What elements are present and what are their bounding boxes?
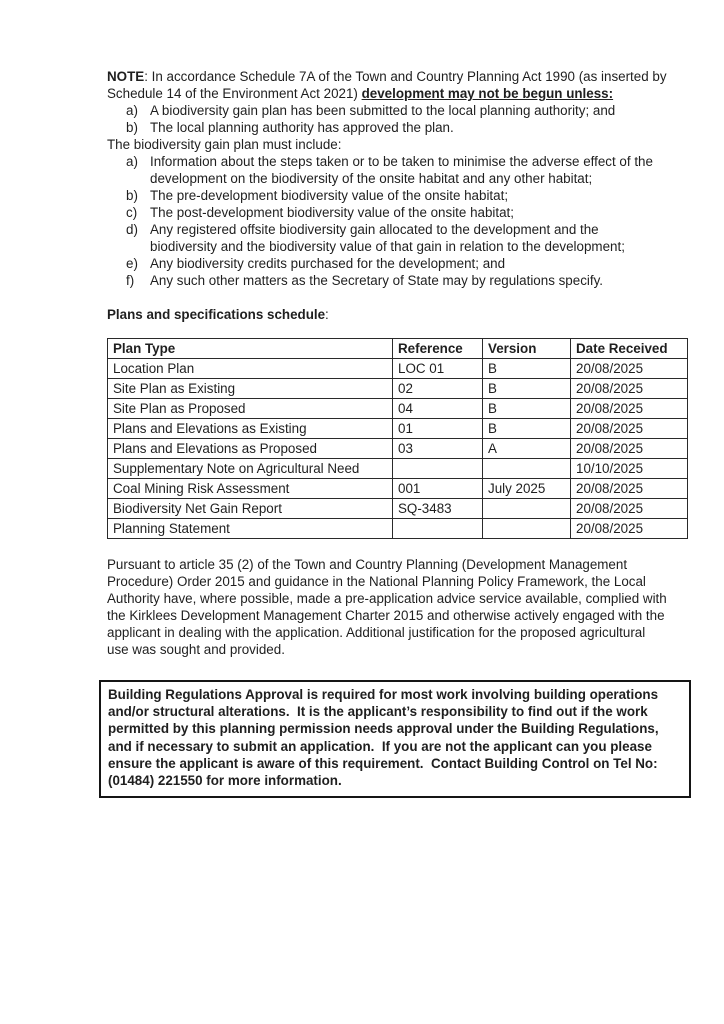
list-marker: b) xyxy=(126,120,138,135)
list-item-text: The post-development biodiversity value of the onsite habitat; xyxy=(150,205,514,220)
note-label: NOTE xyxy=(107,69,145,84)
cell-plan-type: Supplementary Note on Agricultural Need xyxy=(108,459,393,479)
include-intro: The biodiversity gain plan must include: xyxy=(107,137,342,152)
cell-version xyxy=(483,459,571,479)
cell-date-received: 20/08/2025 xyxy=(571,359,688,379)
cell-plan-type: Plans and Elevations as Proposed xyxy=(108,439,393,459)
cell-version xyxy=(483,499,571,519)
cell-date-received: 20/08/2025 xyxy=(571,519,688,539)
list-marker: e) xyxy=(126,256,138,271)
list-item-text: Any registered offsite biodiversity gain allocated to the development and the biodiversity and the biodiversity value of that gain in relation to the development; xyxy=(150,222,625,254)
cell-version xyxy=(483,519,571,539)
cell-date-received: 20/08/2025 xyxy=(571,379,688,399)
cell-plan-type: Coal Mining Risk Assessment xyxy=(108,479,393,499)
list-item-text: A biodiversity gain plan has been submitted to the local planning authority; and xyxy=(150,103,616,118)
building-regulations-notice: Building Regulations Approval is required for most work involving building operations and/or structural alterations. It is the applicant’s responsibility to find out if the work permitted by this planning permission needs approval under the Building Regulations, and if necessary to submit an application. If you are not the applicant can you please ensure the applicant is aware of this requirement. Contact Building Control on Tel No: (01484) 221550 for more information. xyxy=(99,680,691,798)
table-header-row xyxy=(108,339,688,359)
list-item-text: The local planning authority has approved the plan. xyxy=(150,120,454,135)
table-row xyxy=(108,479,688,499)
include-list xyxy=(107,153,667,289)
table-row xyxy=(108,399,688,419)
cell-date-received: 10/10/2025 xyxy=(571,459,688,479)
list-item xyxy=(107,153,667,187)
cell-version: B xyxy=(483,399,571,419)
cell-reference: 02 xyxy=(393,379,483,399)
column-header-version: Version xyxy=(483,339,571,359)
note-emphasis: development may not be begun unless: xyxy=(361,86,614,101)
cell-reference: 001 xyxy=(393,479,483,499)
list-item xyxy=(107,119,667,136)
list-item-text: The pre-development biodiversity value of the onsite habitat; xyxy=(150,188,509,203)
column-header-reference: Reference xyxy=(393,339,483,359)
cell-reference xyxy=(393,459,483,479)
column-header-plan-type: Plan Type xyxy=(108,339,393,359)
list-marker: d) xyxy=(126,222,138,237)
cell-date-received: 20/08/2025 xyxy=(571,479,688,499)
table-row xyxy=(108,499,688,519)
schedule-heading-title: Plans and specifications schedule xyxy=(107,307,326,322)
list-item xyxy=(107,187,667,204)
cell-date-received: 20/08/2025 xyxy=(571,419,688,439)
list-marker: f) xyxy=(126,273,135,288)
cell-version: B xyxy=(483,359,571,379)
list-item-text: Any biodiversity credits purchased for the development; and xyxy=(150,256,506,271)
cell-plan-type: Site Plan as Proposed xyxy=(108,399,393,419)
table-row xyxy=(108,519,688,539)
table-row xyxy=(108,359,688,379)
table-row xyxy=(108,419,688,439)
table-row xyxy=(108,439,688,459)
cell-date-received: 20/08/2025 xyxy=(571,499,688,519)
cell-plan-type: Location Plan xyxy=(108,359,393,379)
list-item xyxy=(107,102,667,119)
list-item xyxy=(107,272,667,289)
cell-reference: 03 xyxy=(393,439,483,459)
cell-plan-type: Plans and Elevations as Existing xyxy=(108,419,393,439)
list-item xyxy=(107,204,667,221)
table-row xyxy=(108,379,688,399)
cell-reference: SQ-3483 xyxy=(393,499,483,519)
list-marker: c) xyxy=(126,205,138,220)
list-item xyxy=(107,255,667,272)
column-header-date-received: Date Received xyxy=(571,339,688,359)
note-paragraph xyxy=(107,68,667,102)
cell-version: July 2025 xyxy=(483,479,571,499)
schedule-heading-colon: : xyxy=(325,307,329,322)
cell-plan-type: Site Plan as Existing xyxy=(108,379,393,399)
list-item-text: Information about the steps taken or to be taken to minimise the adverse effect of the development on the biodiversity of the onsite habitat and any other habitat; xyxy=(150,154,653,186)
list-marker: a) xyxy=(126,154,138,169)
cell-reference: LOC 01 xyxy=(393,359,483,379)
pursuant-paragraph: Pursuant to article 35 (2) of the Town and Country Planning (Development Management Procedure) Order 2015 and guidance in the National Planning Policy Framework, the Local Authority have, where possible, made a pre-application advice service available, complied with the Kirklees Development Management Charter 2015 and otherwise actively engaged with the applicant in dealing with the application. Additional justification for the proposed agricultural use was sought and provided. xyxy=(107,557,667,657)
cell-plan-type: Planning Statement xyxy=(108,519,393,539)
cell-reference xyxy=(393,519,483,539)
list-marker: b) xyxy=(126,188,138,203)
list-item xyxy=(107,221,667,255)
cell-date-received: 20/08/2025 xyxy=(571,399,688,419)
cell-reference: 01 xyxy=(393,419,483,439)
conditions-list xyxy=(107,102,667,136)
cell-plan-type: Biodiversity Net Gain Report xyxy=(108,499,393,519)
note-body: : In accordance Schedule 7A of the Town and Country Planning Act 1990 (as inserted by Schedule 14 of the Environment Act 2021) xyxy=(107,69,667,101)
cell-version: A xyxy=(483,439,571,459)
list-marker: a) xyxy=(126,103,138,118)
table-row xyxy=(108,459,688,479)
cell-reference: 04 xyxy=(393,399,483,419)
cell-date-received: 20/08/2025 xyxy=(571,439,688,459)
schedule-heading xyxy=(107,306,667,323)
list-item-text: Any such other matters as the Secretary of State may by regulations specify. xyxy=(150,273,604,288)
cell-version: B xyxy=(483,379,571,399)
cell-version: B xyxy=(483,419,571,439)
schedule-table xyxy=(107,338,688,539)
